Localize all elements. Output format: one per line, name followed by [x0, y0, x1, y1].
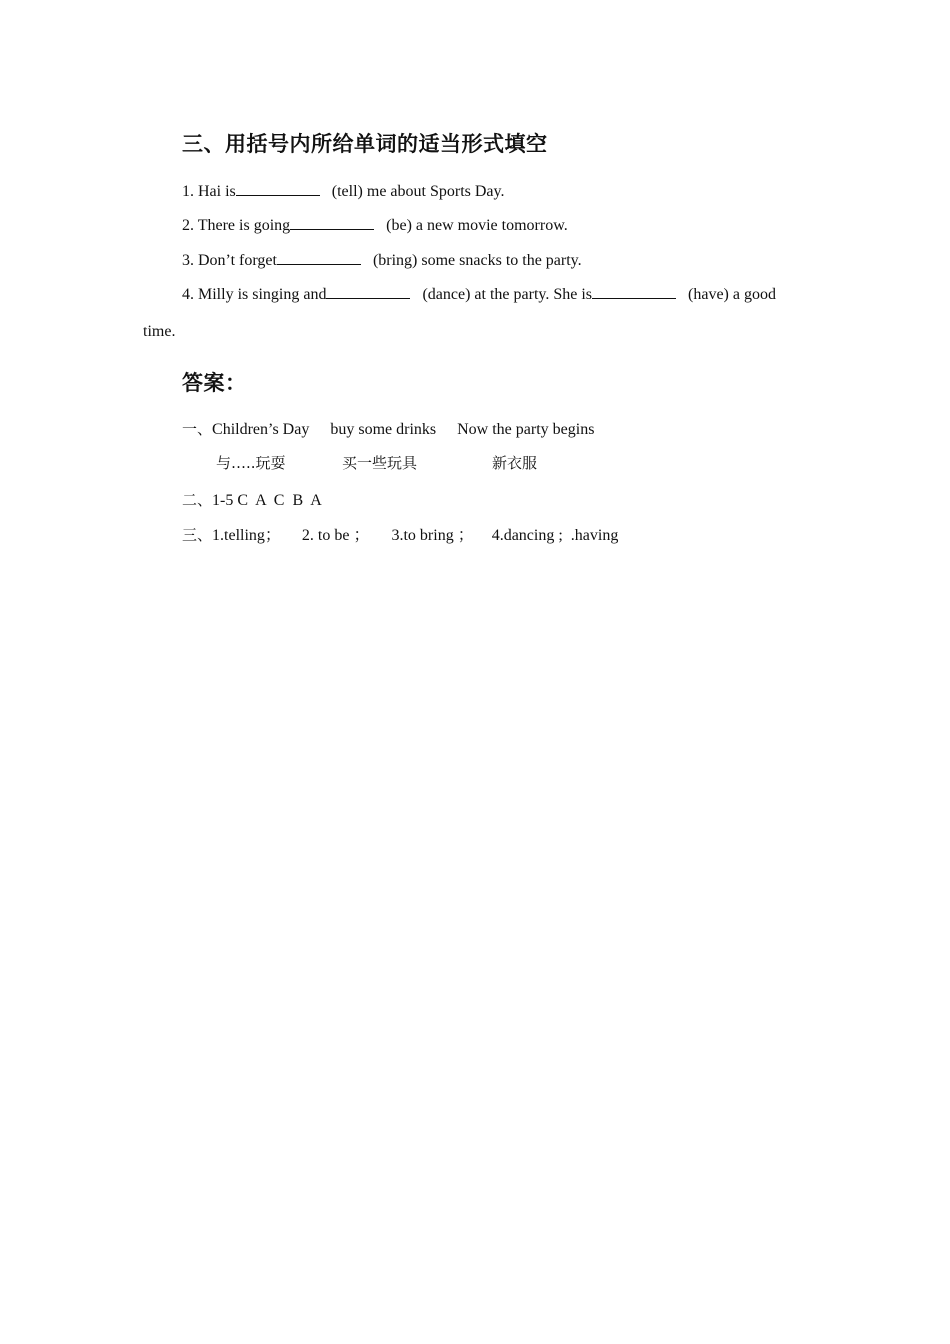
answer-part2-label: 二、: [182, 491, 213, 509]
question-3-blank[interactable]: [277, 250, 361, 265]
question-4-blank-2[interactable]: [592, 284, 676, 299]
question-4-hint-1: (dance) at the party. She is: [422, 286, 593, 303]
answer-part3-item-2: 2. to be ；: [301, 527, 370, 544]
question-1-hint: (tell) me about Sports Day.: [331, 183, 505, 200]
answer-part1-translation-3: 新衣服: [492, 454, 538, 472]
question-4-hint-2: (have) a good: [688, 286, 776, 303]
answer-part1-item-3: Now the party begins: [457, 421, 595, 438]
answer-part1-translation-2: 买一些玩具: [342, 454, 418, 472]
answer-part1-label: 一、: [182, 420, 213, 438]
question-4: [182, 284, 776, 305]
answer-part1-item-1: Children’s Day: [212, 421, 310, 438]
question-1-blank[interactable]: [236, 181, 320, 196]
question-3-hint: (bring) some snacks to the party.: [372, 252, 582, 269]
question-2-hint: (be) a new movie tomorrow.: [386, 217, 568, 234]
question-2-blank[interactable]: [290, 215, 374, 230]
answer-part1-item-2: buy some drinks: [330, 421, 437, 438]
section3-heading: 三、用括号内所给单词的适当形式填空: [182, 132, 548, 156]
answer-part3-item-3: 3.to bring ；: [391, 527, 474, 544]
question-3-prefix: 3. Don’t forget: [182, 252, 277, 269]
answer-part2-text: 1-5 C A C B A: [212, 492, 322, 509]
answer-part3: [182, 525, 618, 546]
answers-heading: 答案：: [182, 371, 247, 395]
question-1: [182, 181, 504, 202]
answer-part3-item-4: 4.dancing ; .having: [491, 527, 619, 544]
question-2: [182, 215, 568, 236]
answer-part3-item-1: 1.telling；: [212, 527, 281, 544]
answer-part1: [182, 419, 594, 440]
question-4-blank-1[interactable]: [326, 284, 410, 299]
answer-part2: [182, 490, 322, 511]
answer-part3-label: 三、: [182, 526, 213, 544]
question-2-prefix: 2. There is going: [182, 217, 291, 234]
answer-part1-translation-1: 与…..玩耍: [216, 454, 286, 472]
question-4-continuation: time.: [143, 323, 176, 340]
question-4-prefix: 4. Milly is singing and: [182, 286, 327, 303]
question-3: [182, 250, 582, 271]
question-1-prefix: 1. Hai is: [182, 183, 236, 200]
